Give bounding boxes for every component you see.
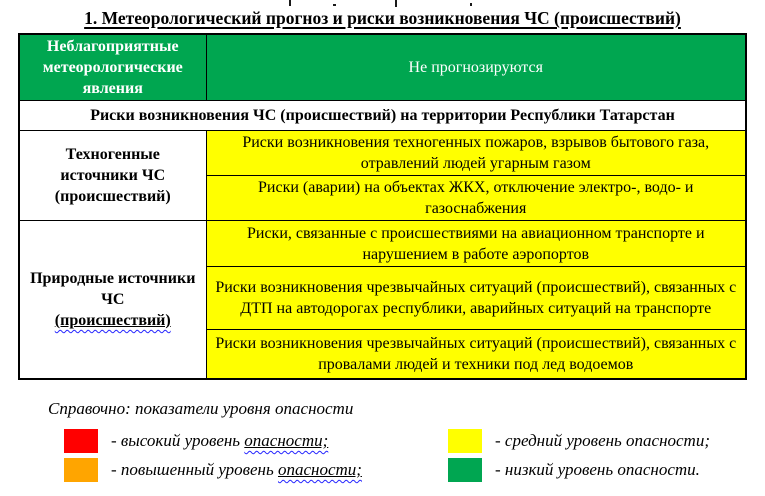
- medium-danger-swatch: [448, 429, 482, 453]
- page-title: [0, 8, 765, 29]
- legend-label-high-prefix: - высокий уровень: [111, 431, 245, 450]
- legend-label-high: [111, 431, 328, 451]
- legend-caption: Справочно: показатели уровня опасности: [48, 399, 354, 418]
- clipped-text-fragment: [333, 4, 336, 6]
- risk-cell-utilities: Риски (аварии) на объектах ЖКХ, отключение электро-, водо- и газоснабжения: [206, 176, 746, 221]
- source-natural-line2: (происшествий): [54, 311, 171, 329]
- source-cell-technogenic: Техногенные источники ЧС (происшествий): [19, 131, 206, 221]
- risk-cell-road-accidents: Риски возникновения чрезвычайных ситуаций (происшествий), связанных с ДТП на автодорогах республики, аварийных ситуаций на транспорте: [206, 267, 746, 330]
- elevated-danger-swatch: [64, 458, 98, 482]
- legend-item-elevated: [64, 457, 448, 483]
- forecast-table: [18, 33, 747, 380]
- legend-label-medium: [495, 431, 710, 451]
- legend-label-medium-prefix: - средний уровень опасности;: [495, 431, 710, 450]
- risk-cell-fires-gas: Риски возникновения техногенных пожаров, взрывов бытового газа, отравлений людей угарным газом: [206, 131, 746, 176]
- header-cell-meteo-phenomena: Неблагоприятные метеорологические явления: [19, 34, 206, 101]
- source-natural-line1: Природные источники ЧС: [30, 269, 196, 308]
- risk-cell-aviation: Риски, связанные с происшествиями на авиационном транспорте и нарушением в работе аэропортов: [206, 221, 746, 267]
- legend-label-low-prefix: - низкий уровень опасности.: [495, 460, 700, 479]
- legend-item-low: [448, 457, 710, 483]
- header-cell-not-forecast: Не прогнозируются: [206, 34, 746, 101]
- source-cell-natural: [19, 221, 206, 379]
- legend-label-high-underline: [244, 431, 328, 450]
- risk-cell-ice-falls: Риски возникновения чрезвычайных ситуаций (происшествий), связанных с провалами людей и техники под лед водоемов: [206, 330, 746, 379]
- region-risks-row: Риски возникновения ЧС (происшествий) на территории Республики Татарстан: [19, 101, 746, 131]
- legend-label-low: [495, 460, 700, 480]
- high-danger-swatch: [64, 429, 98, 453]
- clipped-text-fragment: [470, 3, 472, 6]
- legend-label-high-underlined: опасности;: [244, 431, 329, 450]
- danger-level-legend: [64, 428, 710, 483]
- legend-label-elevated-prefix: - повышенный уровень: [111, 460, 278, 479]
- clipped-text-fragment: [289, 0, 291, 6]
- legend-label-elevated-underlined: опасности;: [277, 460, 362, 479]
- legend-label-elevated: [111, 460, 362, 480]
- legend-item-high: [64, 428, 448, 454]
- legend-label-elevated-underline: [278, 460, 362, 479]
- clipped-text-fragment: [395, 0, 397, 7]
- source-natural-line2-underline: [55, 312, 171, 329]
- page-title-text: 1. Метеорологический прогноз и риски возникновения ЧС (происшествий): [84, 8, 681, 28]
- legend-item-medium: [448, 428, 710, 454]
- low-danger-swatch: [448, 458, 482, 482]
